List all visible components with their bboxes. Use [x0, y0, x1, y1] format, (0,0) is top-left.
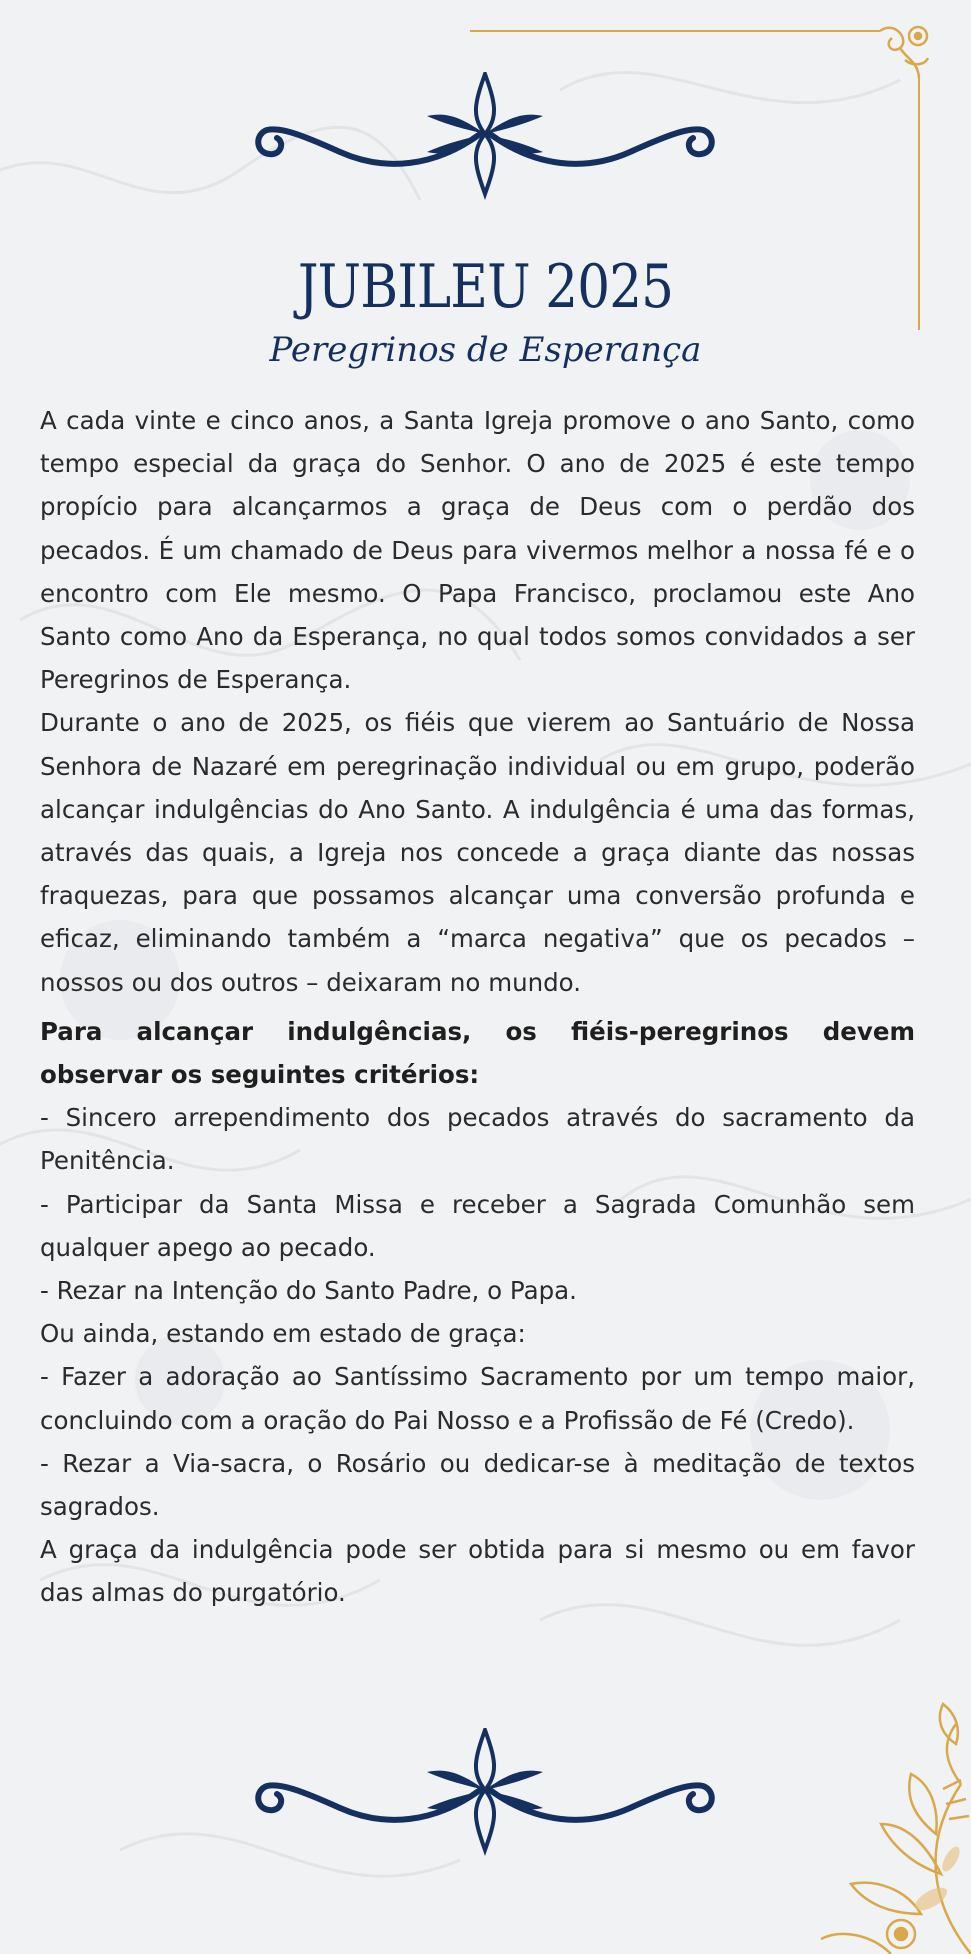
alternative-item: - Rezar a Via-sacra, o Rosário ou dedicar-se à meditação de textos sagrados. [40, 1448, 915, 1522]
criteria-item: - Sincero arrependimento dos pecados através do sacramento da Penitência. [40, 1103, 915, 1176]
alternative-item: - Fazer a adoração ao Santíssimo Sacramento por um tempo maior, concluindo com a oração do Pai Nosso e a Profissão de Fé (Credo). [40, 1362, 915, 1435]
scroll-ornament-icon [255, 72, 715, 202]
page-subtitle: Peregrinos de Esperança [269, 330, 702, 370]
scroll-ornament-icon [255, 1728, 715, 1858]
gold-flower-icon [771, 1684, 971, 1954]
page-title: JUBILEU 2025 [297, 252, 674, 322]
second-paragraph: Durante o ano de 2025, os fiéis que vierem ao Santuário de Nossa Senhora de Nazaré em peregrinação individual ou em grupo, poderão alcançar indulgências do Ano Santo. A indulgência é uma das formas, através das quais, a Igreja nos concede a graça diante das nossas fraquezas, para que possamos alcançar uma conversão profunda e eficaz, eliminando também a “marca negativa” que os pecados – nossos ou dos outros – deixaram no mundo. [40, 708, 915, 997]
criteria-heading: Para alcançar indulgências, os fiéis-peregrinos devem observar os seguintes critérios: [40, 1016, 915, 1090]
criteria-item: - Rezar na Intenção do Santo Padre, o Papa. [40, 1276, 577, 1306]
intro-paragraph: A cada vinte e cinco anos, a Santa Igreja promove o ano Santo, como tempo especial da graça do Senhor. O ano de 2025 é este tempo propício para alcançarmos a graça de Deus com o perdão dos pecados. É um chamado de Deus para vivermos melhor a nossa fé e o encontro com Ele mesmo. O Papa Francisco, proclamou este Ano Santo como Ano da Esperança, no qual todos somos convidados a ser Peregrinos de Esperança. [40, 406, 915, 695]
body-text [40, 399, 915, 1615]
closing-paragraph: A graça da indulgência pode ser obtida para si mesmo ou em favor das almas do purgatório. [40, 1535, 915, 1608]
alternative-heading: Ou ainda, estando em estado de graça: [40, 1319, 526, 1349]
criteria-item: - Participar da Santa Missa e receber a Sagrada Comunhão sem qualquer apego ao pecado. [40, 1189, 915, 1262]
